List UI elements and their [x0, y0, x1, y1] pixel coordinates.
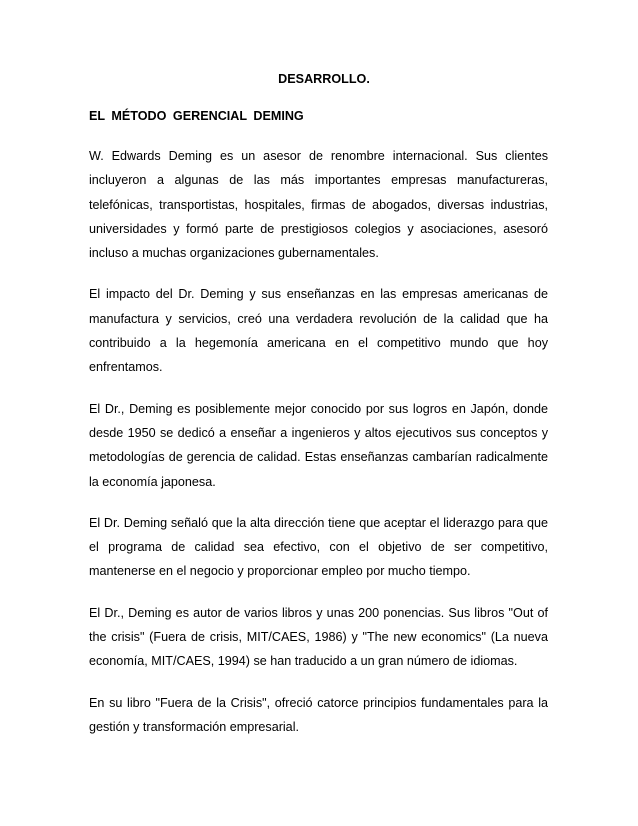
- paragraph-japan: El Dr., Deming es posiblemente mejor conocido por sus logros en Japón, donde desde 1950 se dedicó a enseñar a ingenieros y altos ejecutivos sus conceptos y metodologías de gerencia de calidad. Estas enseñanzas cambarían radicalmente la economía japonesa.: [89, 401, 548, 489]
- paragraph-intro: W. Edwards Deming es un asesor de renombre internacional. Sus clientes incluyeron a algunas de las más importantes empresas manufactureras, telefónicas, transportistas, hospitales, firmas de abogados, diversas industrias, universidades y formó parte de prestigiosos colegios y asociaciones, asesoró incluso a muchas organizaciones gubernamentales.: [89, 149, 548, 261]
- paragraph-principles: En su libro "Fuera de la Crisis", ofreció catorce principios fundamentales para la gestión y transformación empresarial.: [89, 695, 548, 734]
- section-title: EL MÉTODO GERENCIAL DEMING: [89, 109, 304, 123]
- paragraph-impact: El impacto del Dr. Deming y sus enseñanzas en las empresas americanas de manufactura y servicios, creó una verdadera revolución de la calidad que ha contribuido a la hegemonía americana en el competitivo mundo que hoy enfrentamos.: [89, 287, 548, 375]
- body-text: [89, 144, 548, 756]
- document-heading: DESARROLLO.: [278, 72, 370, 86]
- paragraph-leadership: El Dr. Deming señaló que la alta dirección tiene que aceptar el liderazgo para que el programa de calidad sea efectivo, con el objetivo de ser competitivo, mantenerse en el negocio y proporcionar empleo por mucho tiempo.: [89, 515, 548, 579]
- paragraph-books: El Dr., Deming es autor de varios libros y unas 200 ponencias. Sus libros "Out of the crisis" (Fuera de crisis, MIT/CAES, 1986) y "The new economics" (La nueva economía, MIT/CAES, 1994) se han traducido a un gran número de idiomas.: [89, 605, 548, 669]
